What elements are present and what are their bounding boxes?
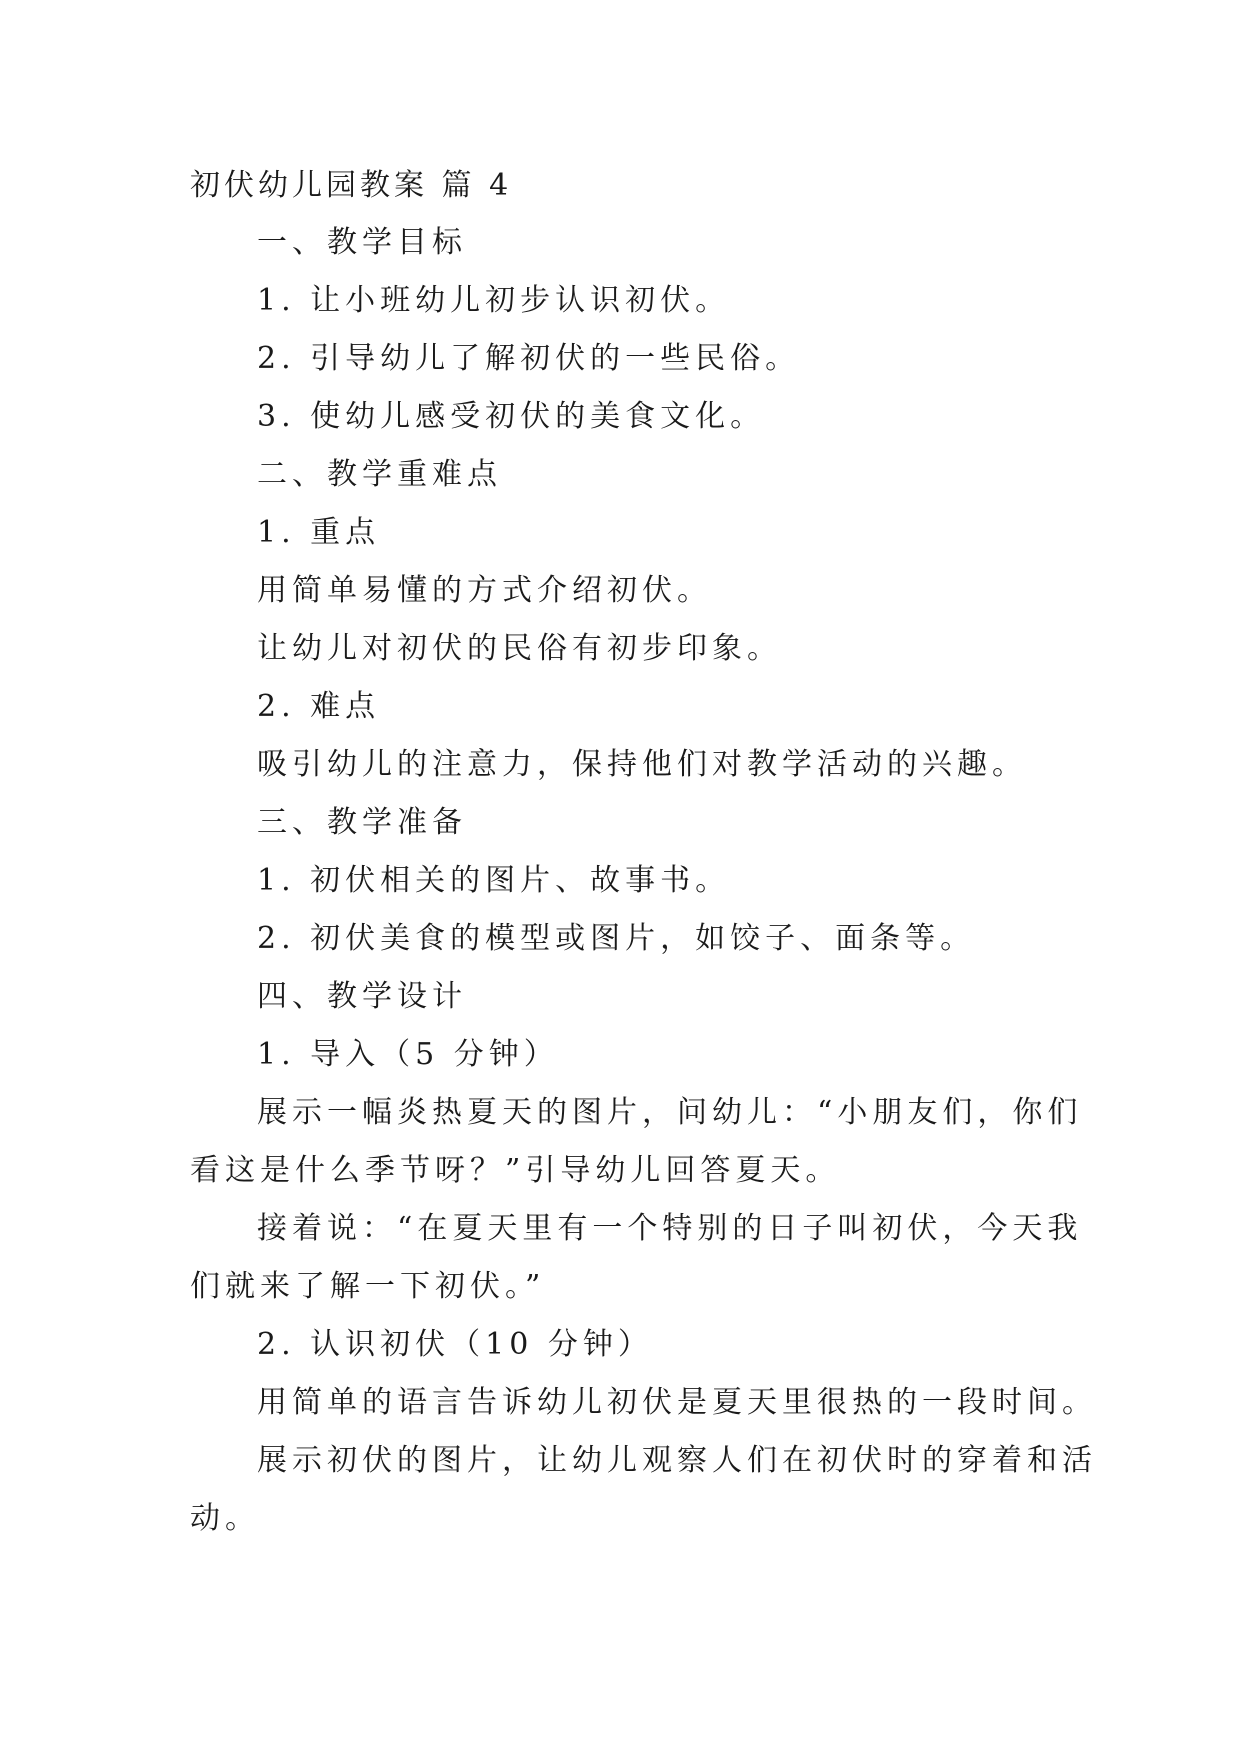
paragraph-line: 让幼儿对初伏的民俗有初步印象。 [257,631,782,666]
section-heading: 一、教学目标 [257,225,467,260]
paragraph-line: 用简单的语言告诉幼儿初伏是夏天里很热的一段时间。 [257,1385,1097,1420]
paragraph-line: 1. 初伏相关的图片、故事书。 [257,863,731,898]
paragraph-line: 1. 重点 [257,515,381,550]
section-heading: 二、教学重难点 [257,457,502,492]
paragraph-line: 吸引幼儿的注意力，保持他们对教学活动的兴趣。 [257,747,1027,782]
paragraph-line: 用简单易懂的方式介绍初伏。 [257,573,712,608]
document-title: 初伏幼儿园教案 篇 4 [190,168,513,203]
paragraph-line: 2. 初伏美食的模型或图片，如饺子、面条等。 [257,921,976,956]
paragraph-line: 2. 认识初伏（10 分钟） [257,1327,653,1362]
paragraph-line: 2. 引导幼儿了解初伏的一些民俗。 [257,341,801,376]
paragraph-line: 3. 使幼儿感受初伏的美食文化。 [257,399,766,434]
section-heading: 三、教学准备 [257,805,467,840]
paragraph-line: 看这是什么季节呀？”引导幼儿回答夏天。 [190,1153,841,1188]
paragraph-line: 2. 难点 [257,689,381,724]
paragraph-line: 展示初伏的图片，让幼儿观察人们在初伏时的穿着和活 [257,1443,1097,1478]
paragraph-line: 动。 [190,1501,260,1536]
paragraph-line: 展示一幅炎热夏天的图片，问幼儿：“小朋友们，你们 [257,1095,1083,1130]
paragraph-line: 1. 导入（5 分钟） [257,1037,559,1072]
paragraph-line: 接着说：“在夏天里有一个特别的日子叫初伏，今天我 [257,1211,1083,1246]
paragraph-line: 1. 让小班幼儿初步认识初伏。 [257,283,731,318]
paragraph-line: 们就来了解一下初伏。” [190,1269,546,1304]
section-heading: 四、教学设计 [257,979,467,1014]
